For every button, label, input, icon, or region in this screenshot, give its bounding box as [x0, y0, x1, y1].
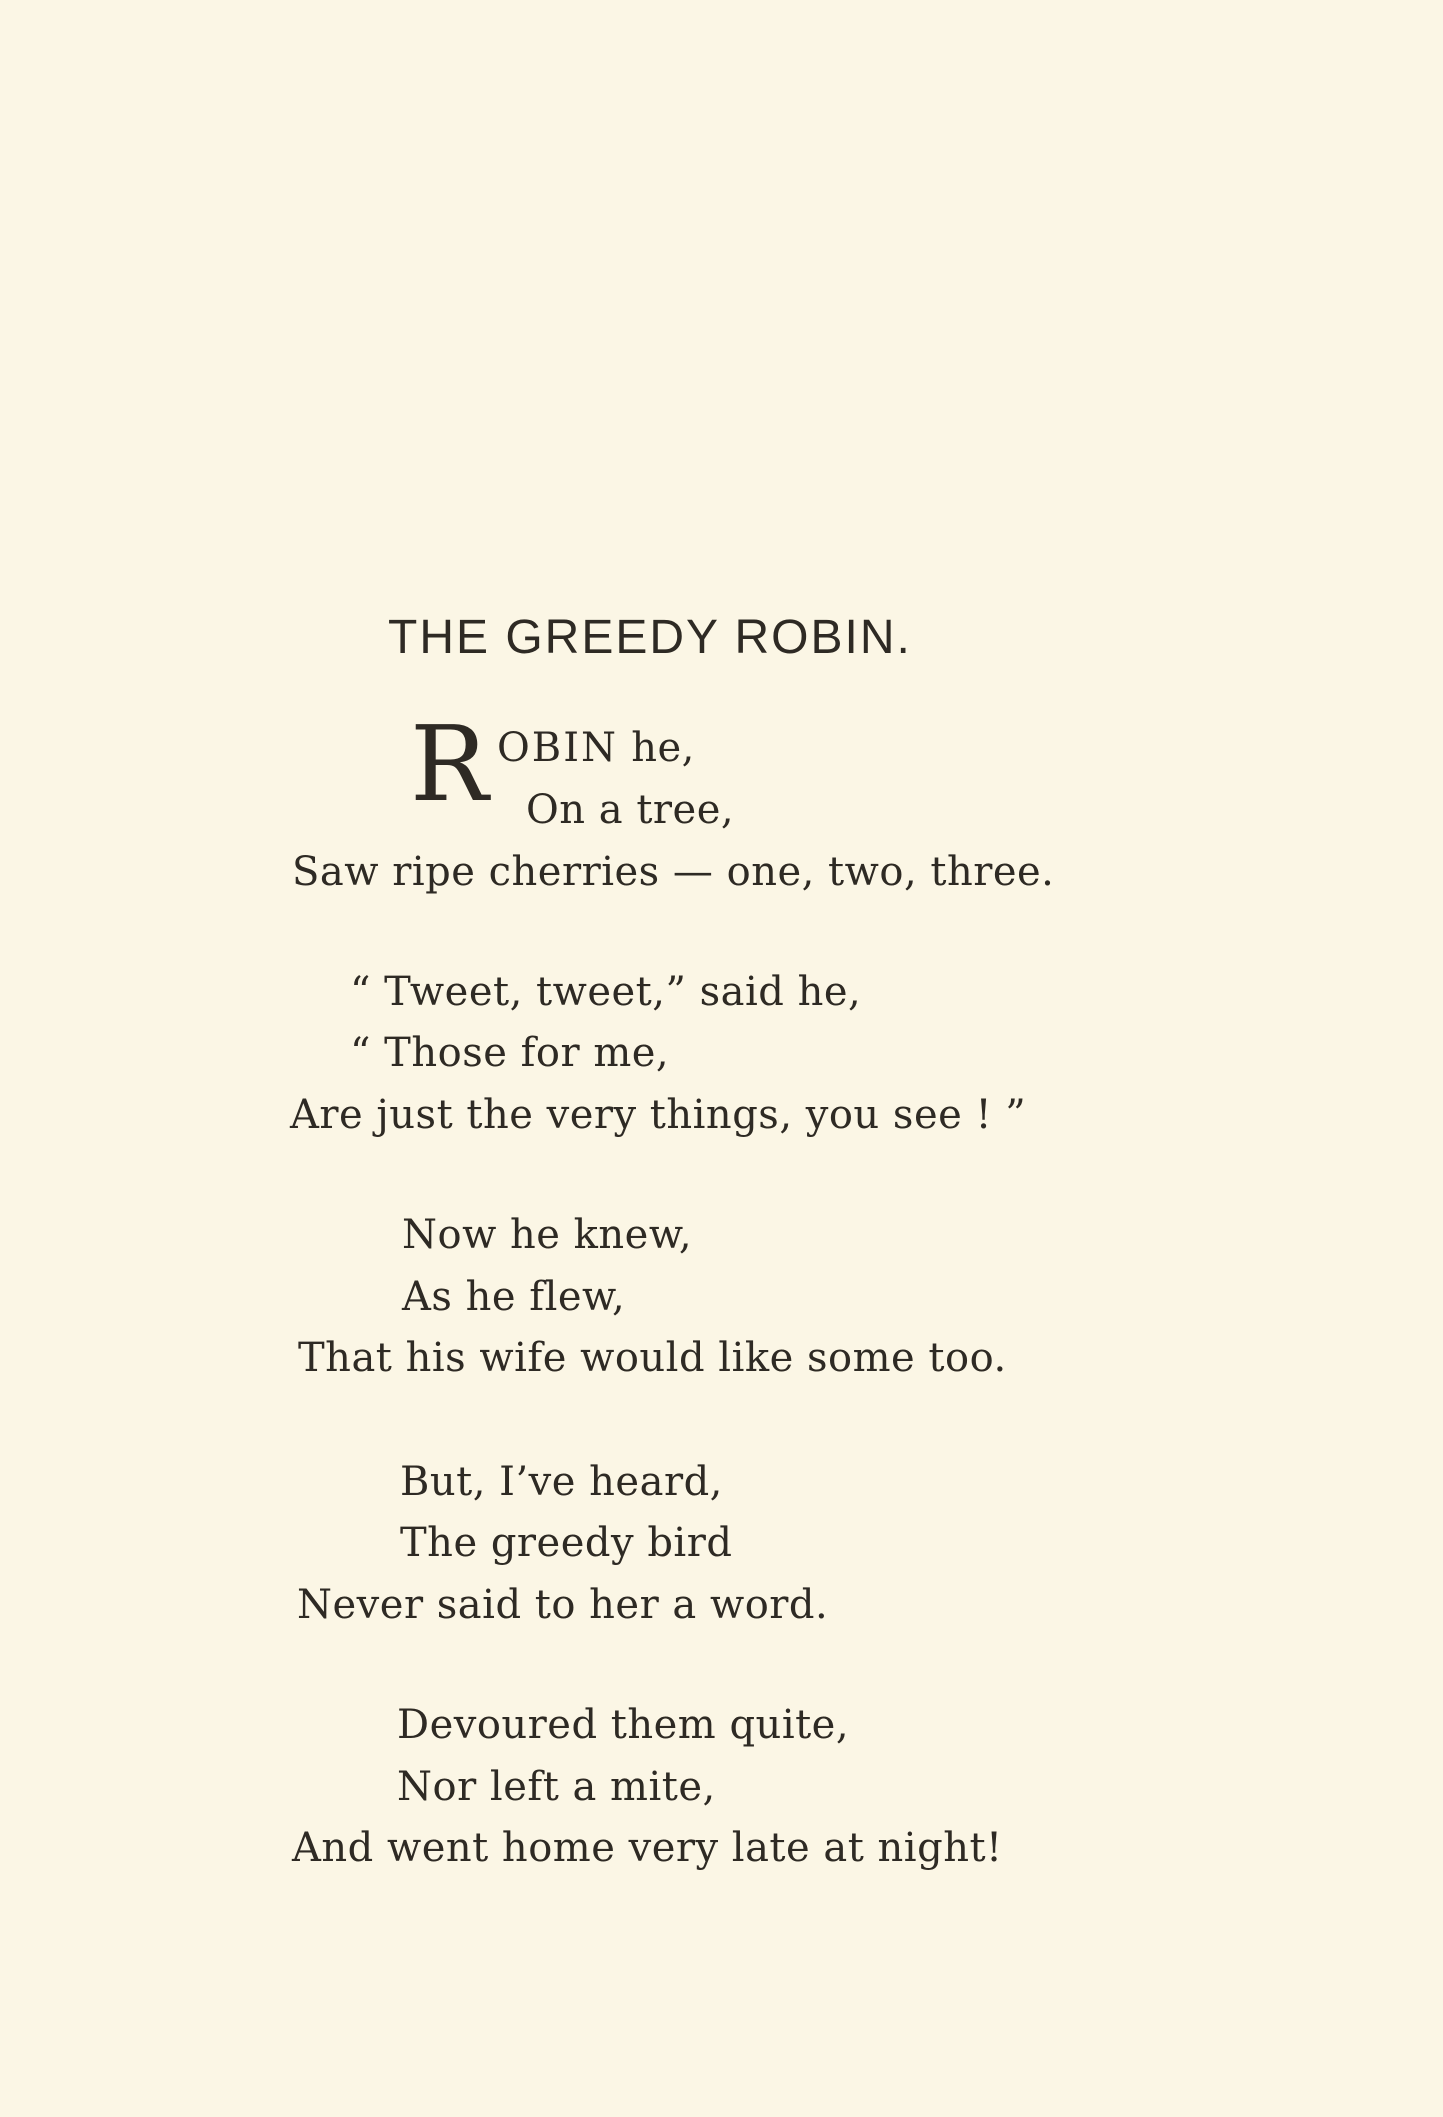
- poem-line: Now he knew,: [402, 1212, 693, 1258]
- poem-title: THE GREEDY ROBIN.: [388, 611, 912, 664]
- poem-line: The greedy bird: [400, 1520, 733, 1566]
- poem-line: That his wife would like some too.: [298, 1335, 1007, 1381]
- poem-line: “ Those for me,: [350, 1030, 670, 1076]
- poem-line: But, I’ve heard,: [400, 1459, 723, 1505]
- poem-line: Nor left a mite,: [397, 1764, 716, 1810]
- poem-line-small-caps: OBIN: [497, 725, 618, 771]
- poem-line-rest: he,: [618, 725, 695, 771]
- poem-line: On a tree,: [526, 787, 735, 833]
- poem-line: Saw ripe cherries — one, two, three.: [292, 849, 1055, 895]
- poem-line: Are just the very things, you see ! ”: [290, 1092, 1027, 1138]
- poem-line: And went home very late at night!: [292, 1825, 1003, 1871]
- poem-line: Never said to her a word.: [297, 1582, 829, 1628]
- drop-cap: R: [410, 703, 489, 825]
- poem-line: “ Tweet, tweet,” said he,: [350, 969, 862, 1015]
- poem-line: Devoured them quite,: [397, 1702, 850, 1748]
- poem-line: [497, 725, 695, 771]
- poem-line: As he flew,: [402, 1274, 626, 1320]
